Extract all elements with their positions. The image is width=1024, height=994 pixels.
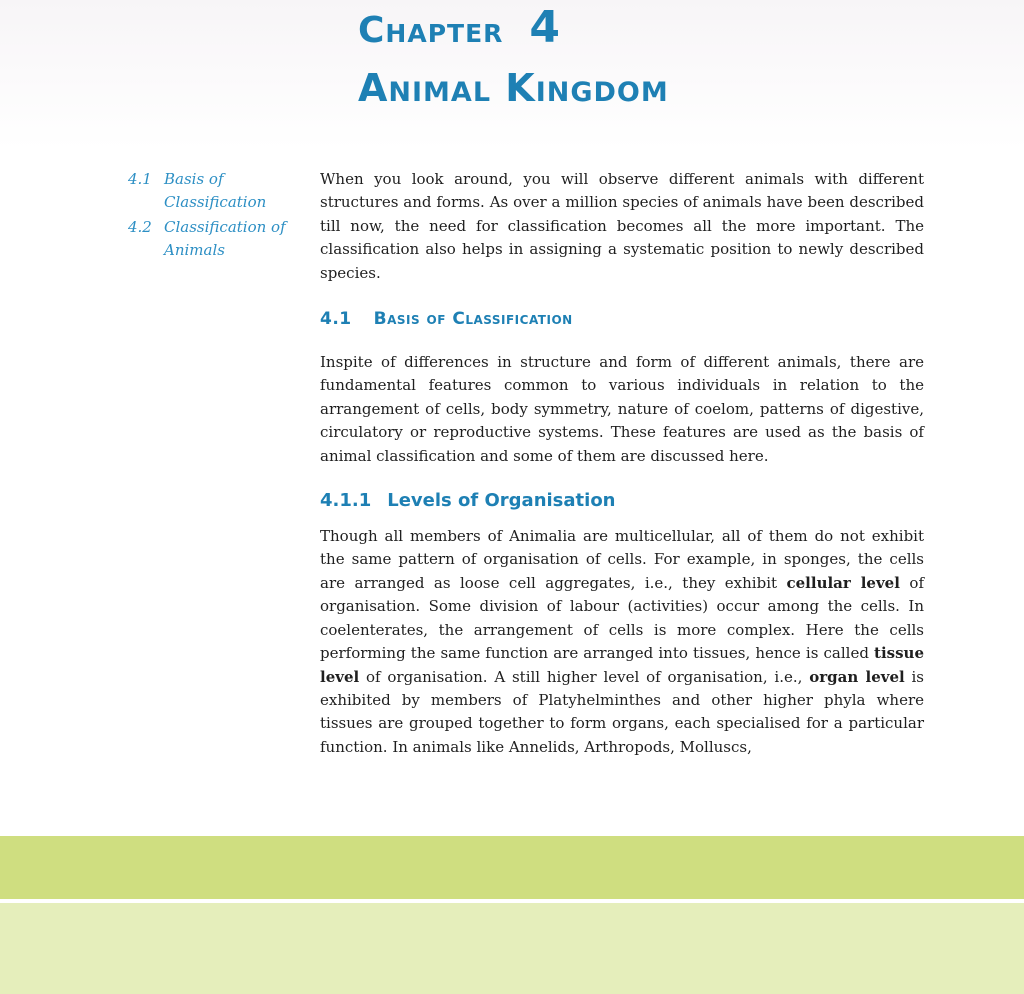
intro-paragraph: When you look around, you will observe different animals with different structures and forms. As over a million species of animals have been described till now, the need for classification becomes all the more important. The classification also helps in assigning a systematic position to newly described species. xyxy=(320,170,924,282)
footer-band-light xyxy=(0,903,1024,994)
chapter-contents xyxy=(128,168,308,262)
term-tissue-level: tissue level xyxy=(320,644,924,686)
chapter-title: Animal Kingdom xyxy=(358,66,669,110)
text-run: is exhibited by members of Platyhelminthes and other higher phyla where tissues are grouped together to form organs, each specialised for a particular function. In animals like Annelids, Arthropods, Molluscs, xyxy=(320,667,925,756)
toc-item-number: 4.2 xyxy=(128,218,152,236)
section-heading-4-1-1 xyxy=(320,490,924,511)
subsection-title: Levels of Organisation xyxy=(387,490,616,512)
section-title: Basis of Classification xyxy=(373,309,573,330)
toc-item-number: 4.1 xyxy=(128,170,152,188)
chapter-number: 4 xyxy=(529,2,562,53)
term-cellular-level: cellular level xyxy=(786,573,900,592)
toc-item-text: Classification of Animals xyxy=(164,218,286,259)
section-4-1-paragraph: Inspite of differences in structure and form of different animals, there are fundamental features common to various individuals in relation to the arrangement of cells, body symmetry, nature of coelom, patterns of digestive, circulatory or reproductive systems. These features are used as the basis of animal classification and some of them are discussed here. xyxy=(320,353,924,465)
levels-of-organisation-paragraph xyxy=(320,525,924,759)
text-run: of organisation. Some division of labour (activities) occur among the cells. In coelenterates, the arrangement of cells is more complex. Here the cells performing the same function are arranged into tissues, hence is called xyxy=(320,573,924,663)
toc-item[interactable] xyxy=(128,216,308,262)
toc-item[interactable] xyxy=(128,168,308,214)
term-organ-level: organ level xyxy=(809,667,905,686)
chapter-heading xyxy=(358,2,561,53)
section-heading-4-1 xyxy=(320,309,924,329)
chapter-label: Chapter xyxy=(358,10,504,51)
subsection-number: 4.1.1 xyxy=(320,490,372,512)
footer-band xyxy=(0,836,1024,899)
text-run: of organisation. A still higher level of organisation, i.e., xyxy=(359,667,810,686)
text-run: Though all members of Animalia are multicellular, all of them do not exhibit the same pattern of organisation of cells. For example, in sponges, the cells are arranged as loose cell aggregates, i.e., they exhibit xyxy=(320,527,924,592)
toc-item-text: Basis of Classification xyxy=(164,170,267,211)
section-number: 4.1 xyxy=(320,309,352,330)
chapter-body xyxy=(320,168,924,759)
